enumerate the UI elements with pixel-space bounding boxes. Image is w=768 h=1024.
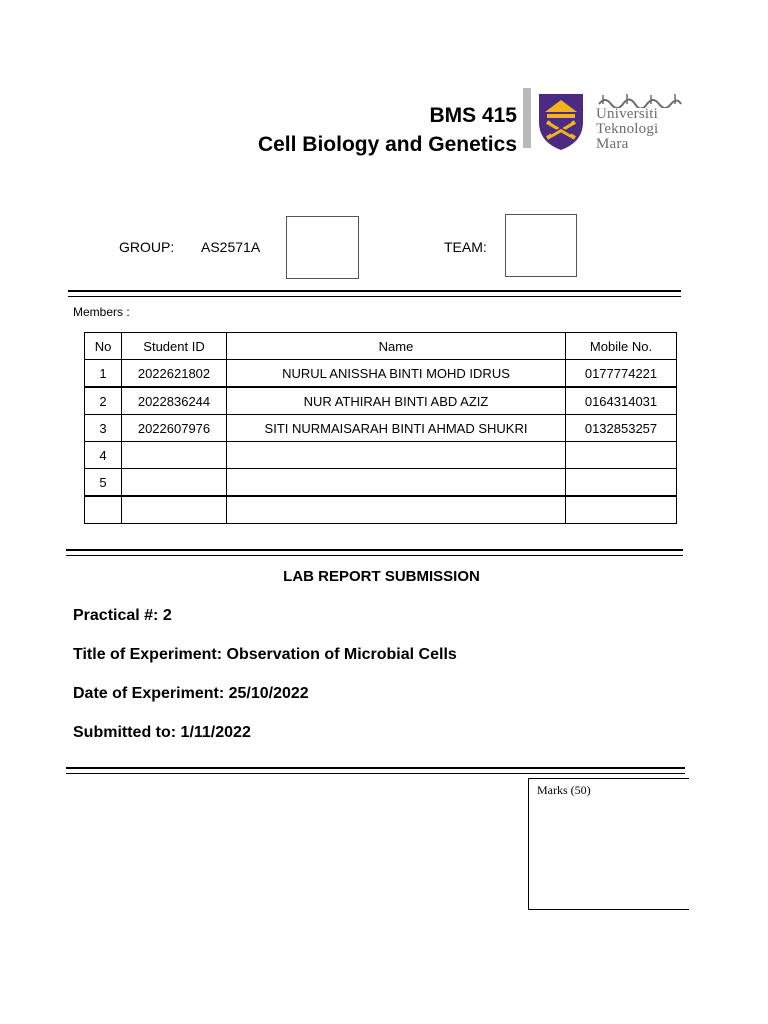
course-code: BMS 415 xyxy=(429,104,517,127)
table-cell: 2022836244 xyxy=(122,387,227,415)
team-box xyxy=(505,214,577,277)
submitted-to: Submitted to: 1/11/2022 xyxy=(73,724,251,741)
table-row xyxy=(85,496,677,524)
table-cell: 0132853257 xyxy=(566,415,677,442)
experiment-title: Title of Experiment: Observation of Microbial Cells xyxy=(73,646,457,663)
table-row xyxy=(85,442,677,469)
team-label: TEAM: xyxy=(444,239,487,255)
table-cell xyxy=(566,496,677,524)
table-cell: 2022621802 xyxy=(122,360,227,388)
double-rule xyxy=(68,290,681,297)
university-name-line-2: Teknologi xyxy=(596,121,659,137)
table-cell xyxy=(227,496,566,524)
table-row xyxy=(85,360,677,388)
table-row xyxy=(85,415,677,442)
table-cell: 4 xyxy=(85,442,122,469)
double-rule xyxy=(66,549,683,556)
table-cell xyxy=(566,469,677,497)
table-cell: 0164314031 xyxy=(566,387,677,415)
table-cell xyxy=(227,442,566,469)
table-cell: SITI NURMAISARAH BINTI AHMAD SHUKRI xyxy=(227,415,566,442)
table-cell xyxy=(122,442,227,469)
practical-number: Practical #: 2 xyxy=(73,607,172,624)
university-logo-icon xyxy=(537,92,585,152)
experiment-date: Date of Experiment: 25/10/2022 xyxy=(73,685,309,702)
header-divider xyxy=(523,88,531,148)
table-cell: 1 xyxy=(85,360,122,388)
double-rule xyxy=(66,767,685,774)
group-box xyxy=(286,216,359,279)
table-cell xyxy=(122,496,227,524)
table-cell xyxy=(122,469,227,497)
course-name: Cell Biology and Genetics xyxy=(257,133,517,156)
table-cell xyxy=(85,496,122,524)
table-cell: 2 xyxy=(85,387,122,415)
table-row xyxy=(85,387,677,415)
table-cell: 3 xyxy=(85,415,122,442)
group-value: AS2571A xyxy=(201,239,261,255)
table-cell xyxy=(566,442,677,469)
table-header-row xyxy=(85,333,677,360)
members-table xyxy=(84,332,677,524)
marks-label: Marks (50) xyxy=(537,783,591,797)
lab-report-heading: LAB REPORT SUBMISSION xyxy=(283,568,480,585)
table-cell: NURUL ANISSHA BINTI MOHD IDRUS xyxy=(227,360,566,388)
table-row xyxy=(85,469,677,497)
table-cell xyxy=(227,469,566,497)
group-label: GROUP: xyxy=(119,239,175,255)
header-cell-name: Name xyxy=(227,333,566,360)
members-label: Members : xyxy=(73,305,130,319)
table-cell: 2022607976 xyxy=(122,415,227,442)
university-name-line-3: Mara xyxy=(596,136,629,152)
header-cell-mobile: Mobile No. xyxy=(566,333,677,360)
header-cell-no: No xyxy=(85,333,122,360)
table-cell: NUR ATHIRAH BINTI ABD AZIZ xyxy=(227,387,566,415)
university-name-line-1: Universiti xyxy=(596,106,658,122)
table-cell: 5 xyxy=(85,469,122,497)
header-cell-student-id: Student ID xyxy=(122,333,227,360)
table-cell: 0177774221 xyxy=(566,360,677,388)
